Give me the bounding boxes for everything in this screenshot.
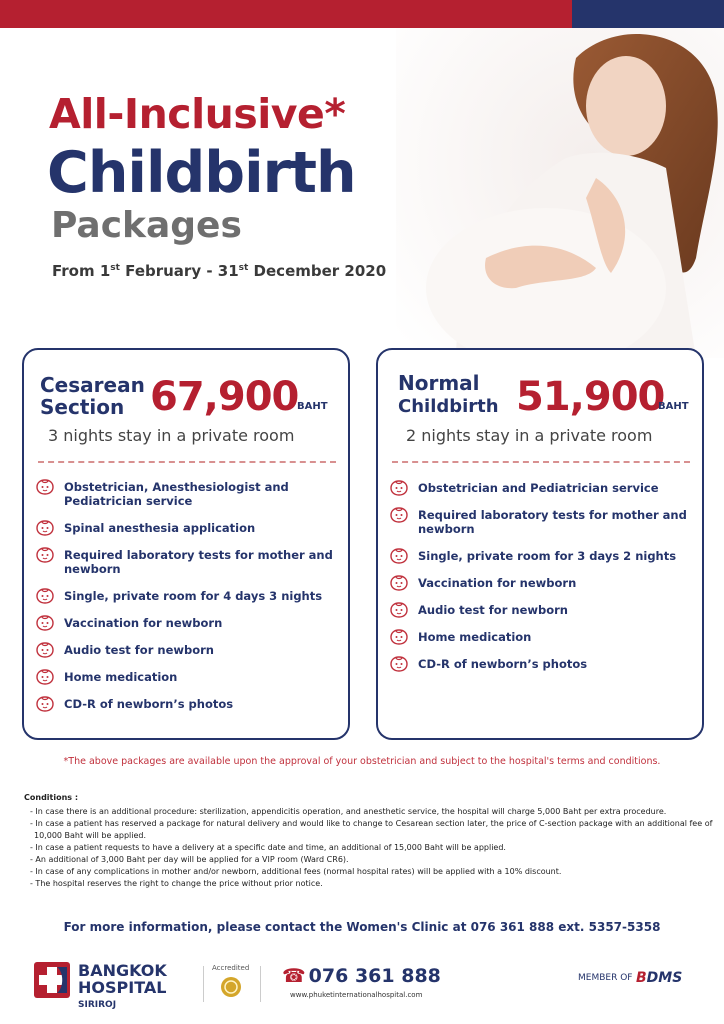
package-price-unit: BAHT bbox=[658, 401, 689, 412]
date-mid: February - 31 bbox=[119, 262, 239, 280]
package-item-text: Audio test for newborn bbox=[418, 603, 568, 617]
baby-face-icon bbox=[390, 507, 408, 523]
bdms-logo-b: B bbox=[636, 970, 647, 986]
package-item bbox=[390, 549, 696, 563]
footer-divider bbox=[203, 966, 204, 1002]
package-item-text: CD-R of newborn’s photos bbox=[418, 657, 588, 671]
package-item-text: Single, private room for 4 days 3 nights bbox=[64, 589, 323, 603]
conditions-heading: Conditions : bbox=[24, 793, 79, 802]
baby-face-icon bbox=[36, 588, 54, 604]
conditions-list bbox=[24, 806, 714, 890]
date-range bbox=[52, 262, 386, 280]
contact-info: For more information, please contact the Women's Clinic at 076 361 888 ext. 5357-5358 bbox=[63, 920, 661, 934]
conditions-block bbox=[24, 792, 714, 890]
package-item bbox=[36, 697, 342, 711]
package-stay: 2 nights stay in a private room bbox=[406, 426, 653, 445]
baby-face-icon bbox=[390, 602, 408, 618]
accredited-label: Accredited bbox=[212, 964, 250, 972]
baby-face-icon bbox=[36, 696, 54, 712]
package-item bbox=[390, 657, 696, 671]
title-all-inclusive: All-Inclusive* bbox=[49, 90, 346, 138]
baby-face-icon bbox=[390, 575, 408, 591]
package-item bbox=[390, 576, 696, 590]
baby-face-icon bbox=[36, 520, 54, 536]
footer-divider bbox=[260, 966, 261, 1002]
package-item-text: Single, private room for 3 days 2 nights bbox=[418, 549, 677, 563]
package-item-text: CD-R of newborn’s photos bbox=[64, 697, 234, 711]
package-item-text: Vaccination for newborn bbox=[418, 576, 577, 590]
package-name-line1: Normal bbox=[398, 371, 480, 395]
package-stay: 3 nights stay in a private room bbox=[48, 426, 295, 445]
package-item-text: Home medication bbox=[64, 670, 178, 684]
package-item-text: Obstetrician and Pediatrician service bbox=[418, 481, 659, 495]
package-item-text: Home medication bbox=[418, 630, 532, 644]
package-item bbox=[36, 521, 342, 535]
package-item bbox=[36, 548, 342, 576]
condition-item: - An additional of 3,000 Baht per day will be applied for a VIP room (Ward CR6). bbox=[30, 855, 349, 864]
hero-photo-pregnant-woman bbox=[396, 28, 724, 358]
condition-item: - In case a patient requests to have a delivery at a specific date and time, an additional of 15,000 Baht will be applied. bbox=[30, 843, 506, 852]
top-bar-navy-segment bbox=[572, 0, 724, 28]
package-item-text: Required laboratory tests for mother and newborn bbox=[418, 508, 687, 536]
package-items-list bbox=[36, 480, 342, 724]
package-items-list bbox=[390, 481, 696, 684]
hospital-cross-logo-icon bbox=[34, 962, 70, 998]
package-name-line2: Section bbox=[40, 395, 125, 419]
date-end: December 2020 bbox=[248, 262, 387, 280]
package-price: 67,900 bbox=[150, 374, 299, 420]
package-item-text: Obstetrician, Anesthesiologist and Pediatrician service bbox=[64, 480, 289, 508]
phone-number-text: 076 361 888 bbox=[308, 965, 441, 987]
package-item bbox=[36, 589, 342, 603]
package-item-text: Audio test for newborn bbox=[64, 643, 214, 657]
date-to-sup: st bbox=[238, 263, 249, 273]
package-item bbox=[390, 508, 696, 536]
phone-number[interactable] bbox=[282, 965, 441, 987]
condition-item: - In case there is an additional procedure: sterilization, appendicitis operation, and anesthetic service, the hospital will charge 5,000 Baht per extra procedure. bbox=[30, 807, 667, 816]
dashed-divider bbox=[38, 461, 336, 463]
package-item bbox=[36, 480, 342, 508]
package-price-unit: BAHT bbox=[297, 401, 328, 412]
title-childbirth: Childbirth bbox=[47, 140, 356, 206]
baby-face-icon bbox=[36, 642, 54, 658]
package-item-text: Spinal anesthesia application bbox=[64, 521, 256, 535]
package-card-cesarean bbox=[22, 348, 350, 740]
package-item bbox=[390, 481, 696, 495]
condition-item: - In case of any complications in mother and/or newborn, additional fees (normal hospital rates) will be applied with a 10% discount. bbox=[30, 867, 562, 876]
package-item bbox=[390, 603, 696, 617]
baby-face-icon bbox=[390, 629, 408, 645]
package-item bbox=[36, 643, 342, 657]
date-from-sup: st bbox=[110, 263, 120, 273]
date-from: From 1 bbox=[52, 262, 111, 280]
logo-text-siriroj: SIRIROJ bbox=[78, 1000, 117, 1010]
package-card-normal bbox=[376, 348, 704, 740]
baby-face-icon bbox=[390, 480, 408, 496]
package-item bbox=[390, 630, 696, 644]
logo-text-bangkok: BANGKOK bbox=[78, 961, 167, 980]
baby-face-icon bbox=[390, 548, 408, 564]
accreditation-seal-icon bbox=[220, 976, 242, 998]
package-name-line1: Cesarean bbox=[40, 373, 145, 397]
bdms-logo bbox=[636, 970, 682, 986]
package-name-line2: Childbirth bbox=[398, 396, 499, 417]
packages-footnote: *The above packages are available upon the approval of your obstetrician and subject to the hospital's terms and conditions. bbox=[63, 756, 661, 767]
package-item bbox=[36, 670, 342, 684]
baby-face-icon bbox=[390, 656, 408, 672]
baby-face-icon bbox=[36, 615, 54, 631]
package-item bbox=[36, 616, 342, 630]
dashed-divider bbox=[392, 461, 690, 463]
baby-face-icon bbox=[36, 479, 54, 495]
package-item-text: Vaccination for newborn bbox=[64, 616, 223, 630]
top-bar bbox=[0, 0, 724, 28]
baby-face-icon bbox=[36, 547, 54, 563]
condition-item: - The hospital reserves the right to change the price without prior notice. bbox=[30, 879, 323, 888]
title-packages: Packages bbox=[51, 205, 242, 246]
member-of-label: MEMBER OF bbox=[578, 973, 633, 983]
logo-text-hospital: HOSPITAL bbox=[78, 978, 167, 997]
phone-icon: ☎ bbox=[282, 965, 306, 987]
condition-item: - In case a patient has reserved a package for natural delivery and would like to change to Cesarean section later, the price of C-section package with an additional fee of 10,000 Baht will be applied. bbox=[30, 819, 713, 840]
package-item-text: Required laboratory tests for mother and newborn bbox=[64, 548, 333, 576]
package-price: 51,900 bbox=[516, 374, 665, 420]
bdms-logo-rest: DMS bbox=[646, 970, 683, 986]
baby-face-icon bbox=[36, 669, 54, 685]
website-link[interactable]: www.phuketinternationalhospital.com bbox=[290, 991, 423, 999]
